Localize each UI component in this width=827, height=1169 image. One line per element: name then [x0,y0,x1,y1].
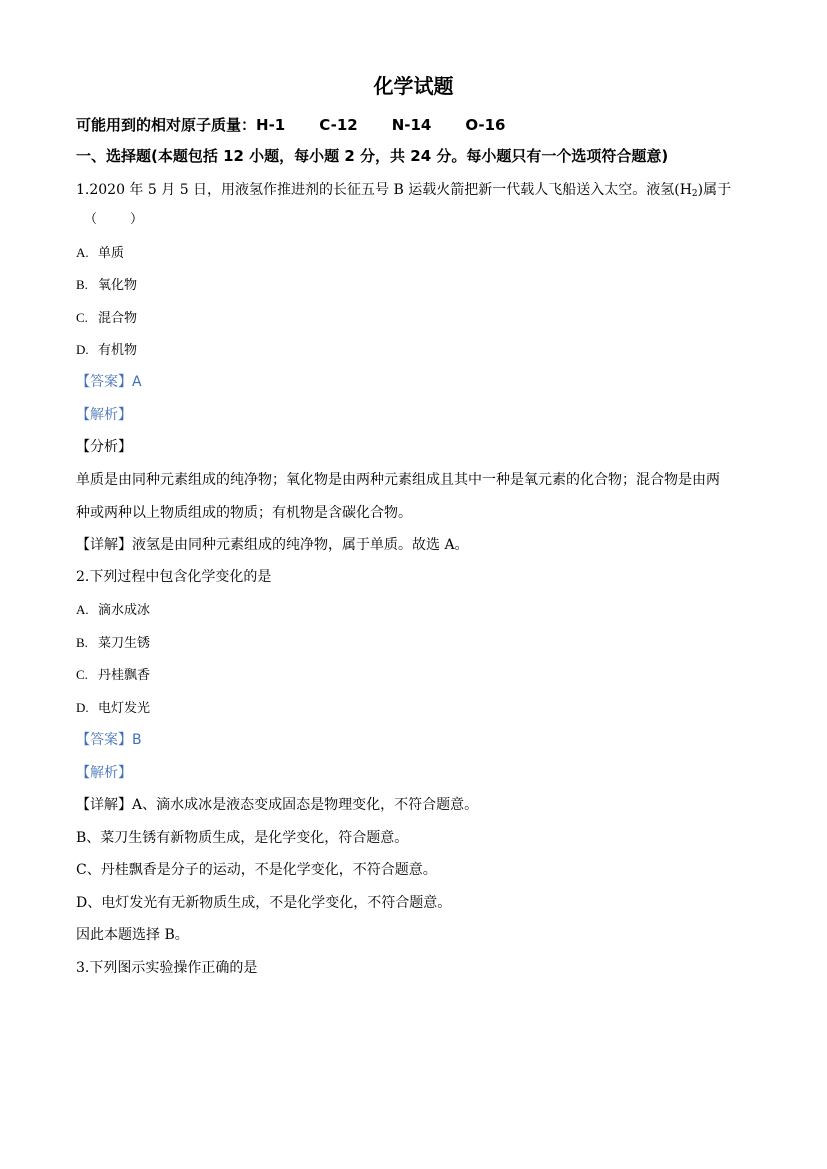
option-letter: D. [76,700,89,715]
answer-label: 【答案】 [76,374,132,390]
page-title: 化学试题 [373,74,454,98]
answer-label: 【答案】 [76,732,132,748]
option-text: 混合物 [98,311,138,326]
q1-detail: 【详解】液氢是由同种元素组成的纯净物，属于单质。故选 A。 [76,537,469,553]
q1-fenxi-label: 【分析】 [76,439,132,455]
q2-detail-line-4: D、电灯发光有无新物质生成，不是化学变化，不符合题意。 [76,895,452,911]
q1-option-d [76,341,137,360]
q3-stem: 3.下列图示实验操作正确的是 [76,960,258,976]
option-letter: C. [76,667,88,682]
q1-stem-subscript: 2 [691,189,698,199]
q2-option-d [76,699,150,718]
option-text: 氧化物 [98,278,138,293]
option-letter: D. [76,342,89,357]
q1-answer [76,373,142,391]
q1-stem-end: )属于 [697,182,732,198]
q2-detail-line-2: B、菜刀生锈有新物质生成，是化学变化，符合题意。 [76,830,409,846]
q2-detail-line-3: C、丹桂飘香是分子的运动，不是化学变化，不符合题意。 [76,862,437,878]
option-letter: A. [76,602,89,617]
q2-detail-line-5: 因此本题选择 B。 [76,927,189,943]
q2-option-a [76,601,150,620]
atomic-mass-c: C-12 [319,116,358,134]
option-text: 有机物 [98,343,138,358]
q2-option-b [76,634,150,653]
q1-fenxi-line-1: 单质是由同种元素组成的纯净物；氧化物是由两种元素组成且其中一种是氧元素的化合物；混合物是由两 [76,472,720,488]
answer-value: A [132,374,142,390]
q2-detail-line-1: 【详解】A、滴水成冰是液态变成固态是物理变化，不符合题意。 [76,797,479,813]
option-text: 丹桂飘香 [98,668,151,683]
option-text: 菜刀生锈 [98,636,151,651]
q1-fenxi-line-2: 种或两种以上物质组成的物质；有机物是含碳化合物。 [76,505,412,521]
option-letter: B. [76,277,88,292]
option-letter: A. [76,245,89,260]
q2-answer [76,731,142,749]
atomic-mass-n: N-14 [391,116,432,134]
q1-stem-text: 1.2020 年 5 月 5 日，用液氢作推进剂的长征五号 B 运载火箭把新一代载人飞船送入太空。液氢(H [76,182,692,198]
q2-analysis-label: 【解析】 [76,765,132,781]
option-text: 电灯发光 [98,701,151,716]
q1-analysis-label: 【解析】 [76,407,132,423]
option-text: 滴水成冰 [98,603,151,618]
q1-option-a [76,244,124,263]
q1-option-b [76,276,137,295]
section-heading: 一、选择题(本题包括 12 小题，每小题 2 分，共 24 分。每小题只有一个选项符合题意) [76,147,669,165]
option-text: 单质 [98,246,125,261]
q2-stem: 2.下列过程中包含化学变化的是 [76,569,272,585]
answer-value: B [132,732,142,748]
atomic-mass-o: O-16 [465,116,506,134]
q1-answer-paren: （ ） [84,212,144,227]
option-letter: C. [76,310,88,325]
atomic-mass-h: H-1 [256,116,286,134]
q1-stem [76,181,731,203]
q2-option-c [76,666,150,685]
atomic-mass-label: 可能用到的相对原子质量： [76,116,257,134]
atomic-mass-line [76,116,505,134]
option-letter: B. [76,635,88,650]
q1-option-c [76,309,137,328]
